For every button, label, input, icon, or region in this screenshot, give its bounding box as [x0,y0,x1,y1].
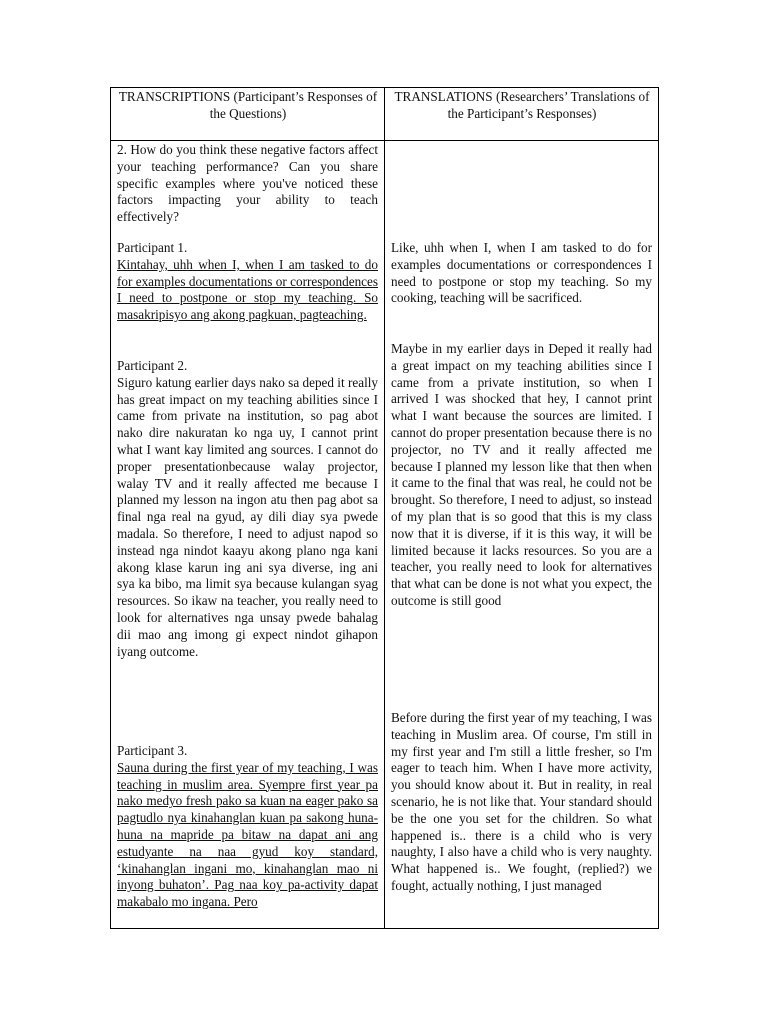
participant-1-block [117,240,378,324]
participant-2-transcription: Siguro katung earlier days nako sa deped it really has great impact on my teaching abilities since I came from private na institution, so pag abot nako dire nakuratan ko nga uy, I cannot print what I want kay limited ang sources. I cannot do proper presentationbecause walay projector, walay TV and it really affected me because I planned my lesson na ingon atu then pag abot sa final nga real na gyud, ay dili diay sya pwede madala. So therefore, I need to adjust napod so instead nga nindot kaayu akong plano nga kani akong klase karun ing ani sya diverse, ing ani sya ka bibo, ma limit sya because kulangan syag resources. So ikaw na teacher, you really need to look for alternatives nga unsay pwede bahalag dii mao ang imong gi expect nindot gihapon iyang outcome. [117,374,378,659]
participant-3-block [117,743,378,911]
participant-2-label: Participant 2. [117,358,188,373]
header-transcriptions: TRANSCRIPTIONS (Participant’s Responses of the Questions) [118,89,378,121]
participant-1-label: Participant 1. [117,240,188,255]
column-divider [384,88,385,928]
question-text: 2. How do you think these negative factors affect your teaching performance? Can you share specific examples where you've noticed these factors impacting your ability to teach effectively? [117,142,378,225]
participant-3-label: Participant 3. [117,743,188,758]
responses-table [110,87,659,929]
participant-3-translation: Before during the first year of my teaching, I was teaching in Muslim area. Of course, I'm still in my first year and I'm still a little fresher, so I'm eager to teach him. When I have more activity, you should know about it. But in reality, in real scenario, he is not like that. Your standard should be the one you set for the children. So what happened is.. there is a child who is very naughty, I also have a child who is very naughty. What happened is.. We fought, (replied?) we fought, actually nothing, I just managed [391,710,652,893]
participant-1-translation: Like, uhh when I, when I am tasked to do for examples documentations or correspondences I need to postpone or stop my teaching. So my cooking, teaching will be sacrificed. [391,240,652,306]
header-translations: TRANSLATIONS (Researchers’ Translations of the Participant’s Responses) [394,89,650,121]
participant-2-translation: Maybe in my earlier days in Deped it really had a great impact on my teaching abilities since I came from a private institution, so when I arrived I was shocked that hey, I cannot print what I want because the sources are limited. I cannot do proper presentation because there is no projector, no TV and it really affected me because I planned my lesson like that then when it came to the final that was real, he could not be brought. So therefore, I need to adjust, so instead of my plan that is so good that this is my class now that it is diverse, if it is this way, it will be limited because it lacks resources. So you are a teacher, you really need to look for alternatives that what can be done is not what you expect, the outcome is still good [391,341,652,608]
participant-2-block [117,358,378,660]
header-divider [111,140,658,141]
participant-3-transcription: Sauna during the first year of my teaching, I was teaching in muslim area. Syempre first year pa nako medyo fresh pako sa kuan na eager pako sa pagtudlo nya kinahanglan kuan pa sakong huna-huna na mapride pa bitaw na dapat ani ang estudyante na naa gyud koy standard, ‘kinahanglan ingani mo, kinahanglan mao ni inyong buhaton’. Pag naa koy pa-activity dapat makabalo mo ingana. Pero [117,759,378,910]
participant-1-transcription: Kintahay, uhh when I, when I am tasked to do for examples documentations or correspondences I need to postpone or stop my teaching. So masakripisyo ang akong pagkuan, pagteaching. [117,256,378,323]
